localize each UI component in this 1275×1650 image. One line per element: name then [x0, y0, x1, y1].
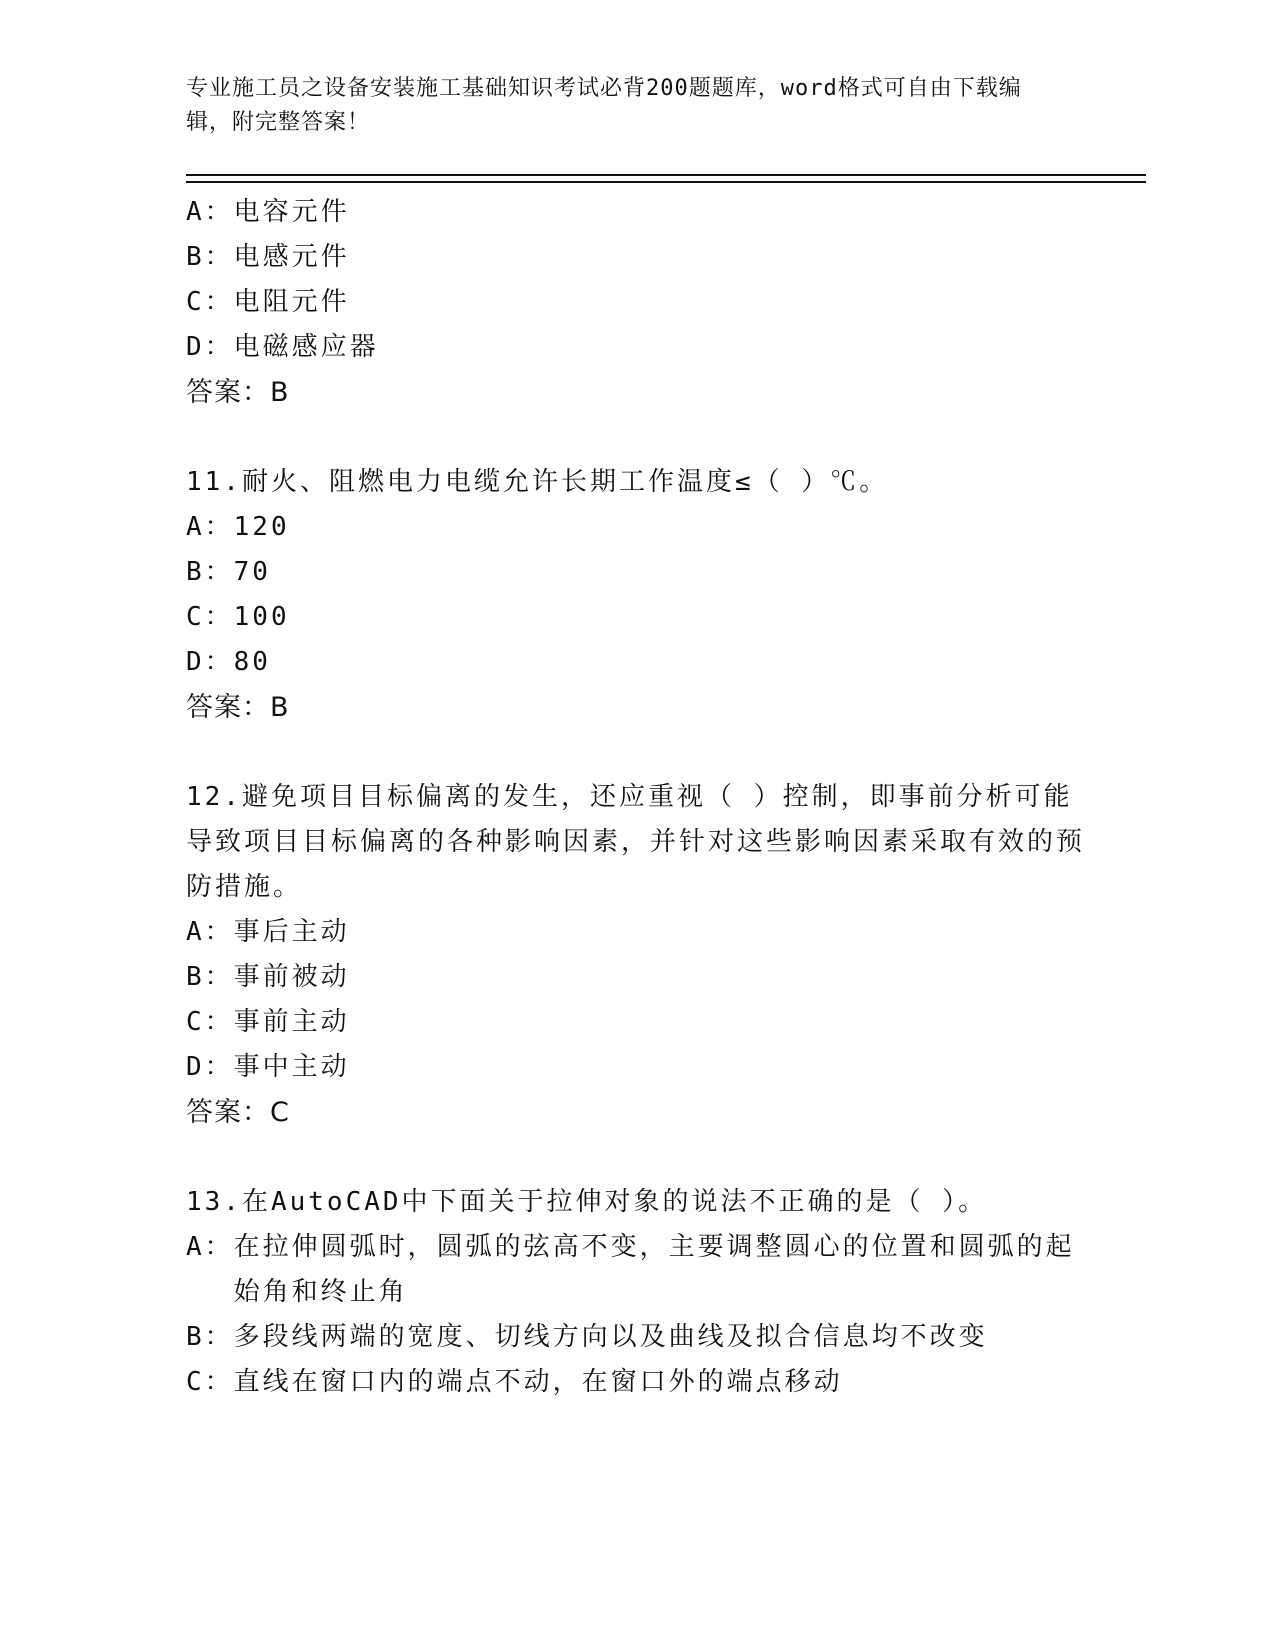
header-divider-top — [186, 174, 1146, 176]
option-text: 在拉伸圆弧时，圆弧的弦高不变，主要调整圆心的位置和圆弧的起始角和终止角 — [233, 1232, 1075, 1307]
option-text: 电容元件 — [233, 197, 350, 227]
option-letter: B： — [186, 557, 234, 587]
option-letter: C： — [186, 602, 234, 632]
option-d — [186, 1045, 1086, 1090]
option-b — [186, 550, 1086, 595]
option-text: 多段线两端的宽度、切线方向以及曲线及拟合信息均不改变 — [233, 1322, 988, 1352]
question-list — [186, 190, 1086, 1405]
continued-question — [186, 190, 1086, 415]
option-a — [186, 505, 1086, 550]
option-letter: A： — [186, 512, 234, 542]
question-stem: 13.在AutoCAD中下面关于拉伸对象的说法不正确的是（ ）。 — [186, 1187, 988, 1217]
option-text: 直线在窗口内的端点不动，在窗口外的端点移动 — [233, 1367, 843, 1397]
option-b — [186, 235, 1086, 280]
answer-line: 答案：C — [186, 1097, 290, 1128]
option-letter: D： — [186, 332, 234, 362]
option-c — [186, 1360, 1086, 1405]
option-text: 电磁感应器 — [233, 332, 379, 362]
option-d — [186, 325, 1086, 370]
question-12 — [186, 775, 1086, 1135]
option-letter: D： — [186, 647, 234, 677]
question-stem: 11.耐火、阻燃电力电缆允许长期工作温度≤（ ）℃。 — [186, 467, 889, 497]
option-letter: B： — [186, 1322, 234, 1352]
document-header: 专业施工员之设备安装施工基础知识考试必背200题题库，word格式可自由下载编辑，附完整答案！ — [186, 76, 1022, 135]
option-letter: D： — [186, 1052, 234, 1082]
option-c — [186, 1000, 1086, 1045]
spacer — [186, 415, 1086, 460]
option-letter: B： — [186, 242, 234, 272]
option-text: 电感元件 — [233, 242, 350, 272]
option-text: 事前主动 — [233, 1007, 350, 1037]
option-text: 70 — [233, 557, 271, 587]
answer-line: 答案：B — [186, 377, 290, 408]
option-text: 事中主动 — [233, 1052, 350, 1082]
option-a — [186, 1225, 1086, 1315]
option-letter: C： — [186, 1367, 234, 1397]
option-letter: A： — [186, 197, 234, 227]
option-a — [186, 190, 1086, 235]
header-divider-bottom — [186, 181, 1146, 183]
option-text: 80 — [233, 647, 271, 677]
option-letter: A： — [186, 917, 234, 947]
option-text: 100 — [233, 602, 290, 632]
option-d — [186, 640, 1086, 685]
option-text: 事前被动 — [233, 962, 350, 992]
option-letter: B： — [186, 962, 234, 992]
answer-line: 答案：B — [186, 692, 290, 723]
option-letter: A： — [186, 1232, 234, 1262]
option-text: 120 — [233, 512, 290, 542]
option-b — [186, 955, 1086, 1000]
question-11 — [186, 460, 1086, 730]
option-letter: C： — [186, 287, 234, 317]
spacer — [186, 1135, 1086, 1180]
question-stem: 12.避免项目目标偏离的发生，还应重视（ ）控制，即事前分析可能导致项目目标偏离的各种影响因素，并针对这些影响因素采取有效的预防措施。 — [186, 782, 1086, 902]
question-13 — [186, 1180, 1086, 1405]
option-text: 事后主动 — [233, 917, 350, 947]
option-c — [186, 595, 1086, 640]
option-text: 电阻元件 — [233, 287, 350, 317]
option-b — [186, 1315, 1086, 1360]
spacer — [186, 730, 1086, 775]
option-c — [186, 280, 1086, 325]
option-a — [186, 910, 1086, 955]
option-letter: C： — [186, 1007, 234, 1037]
